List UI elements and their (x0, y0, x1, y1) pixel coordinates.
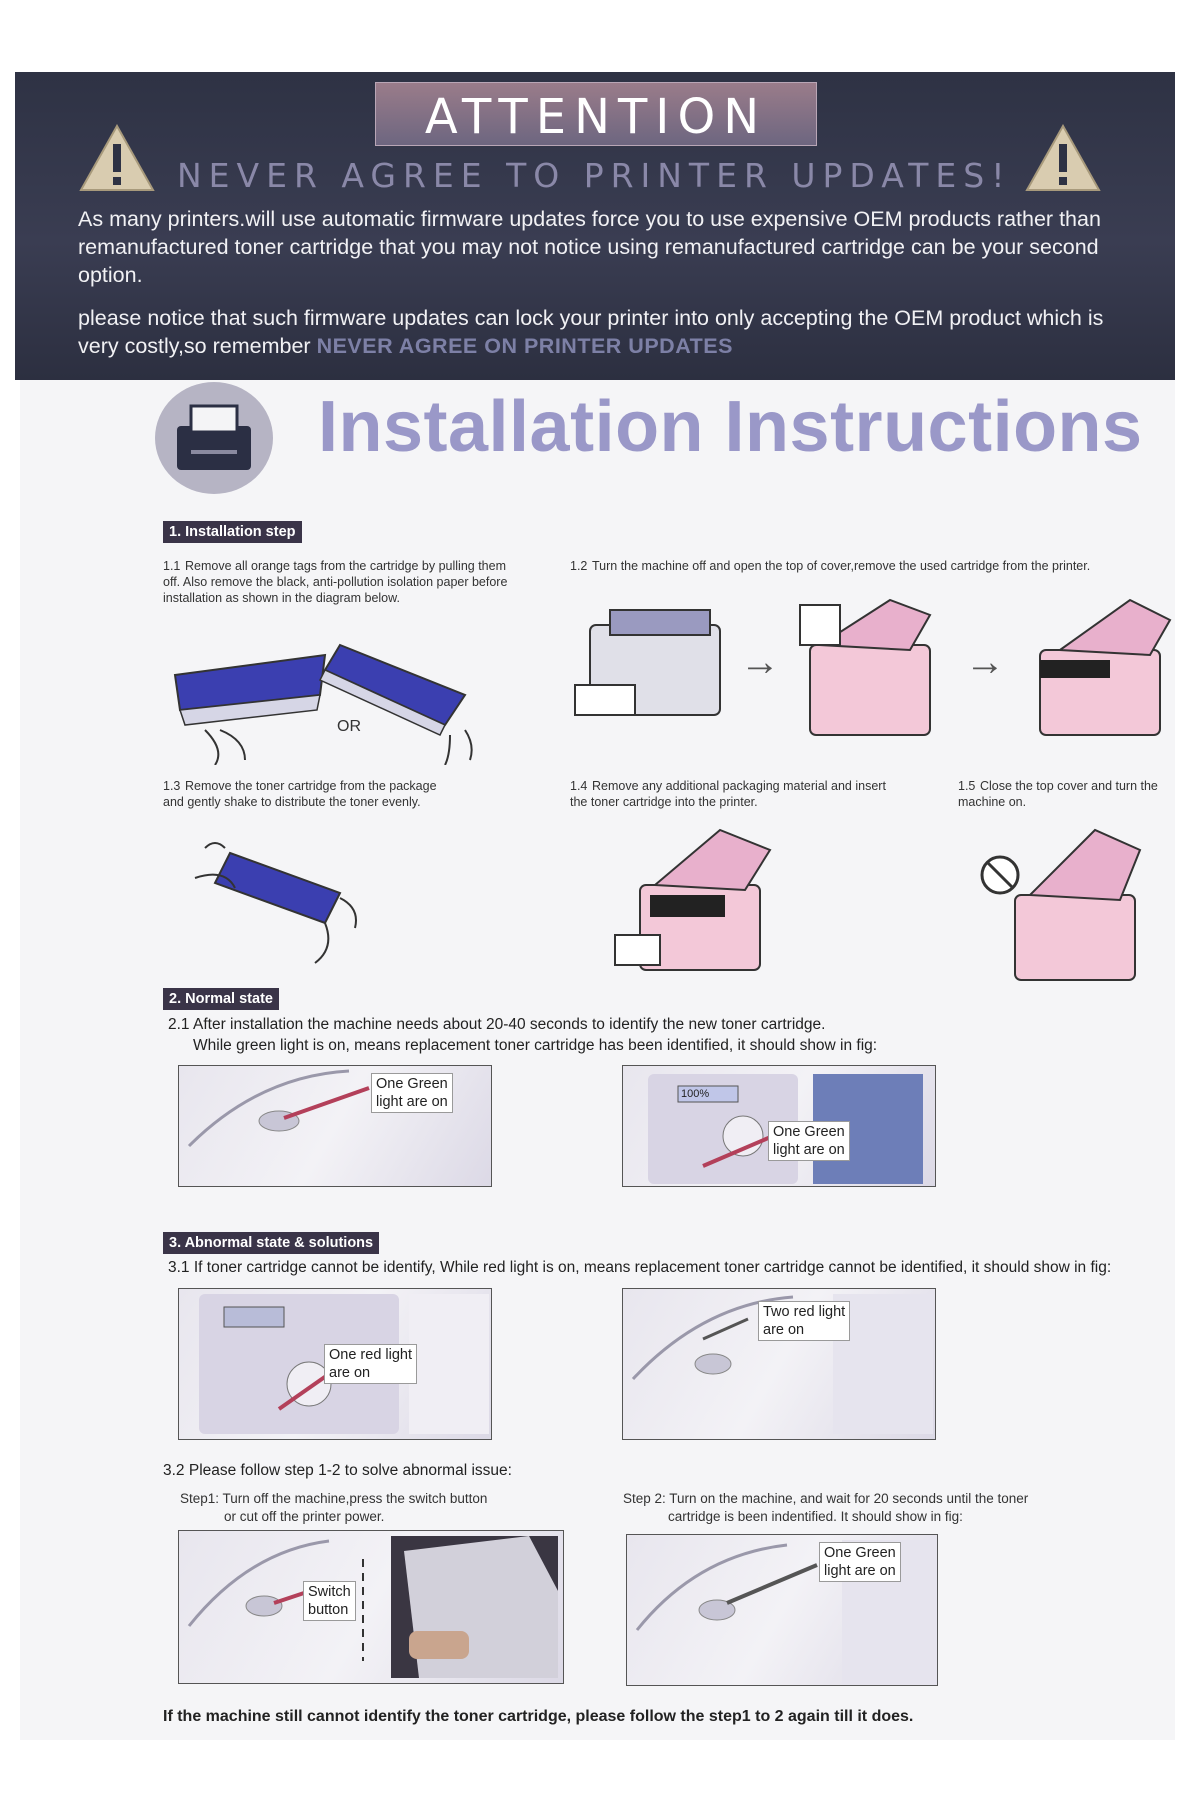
switch-button-callout: Switch button (303, 1581, 356, 1621)
warning-triangle-icon (79, 124, 155, 192)
step-1-3 (163, 778, 443, 810)
warning-triangle-icon (1025, 124, 1101, 192)
green-light-photo-1 (178, 1065, 492, 1187)
step-text: Turn the machine off and open the top of cover,remove the used cartridge from the printer. (592, 559, 1091, 573)
banner-highlight: NEVER AGREE ON PRINTER UPDATES (316, 334, 733, 358)
solution-step-1 (180, 1490, 487, 1526)
shake-cartridge-illustration (175, 838, 365, 968)
display-readout: 100% (681, 1088, 710, 1100)
banner-paragraph-2 (78, 304, 1138, 360)
section-heading-abnormal: 3. Abnormal state & solutions (163, 1232, 379, 1254)
solution-step-2 (623, 1490, 1028, 1526)
svg-text:→: → (965, 640, 1005, 684)
step-3-2: 3.2 Please follow step 1-2 to solve abnormal issue: (163, 1462, 512, 1479)
cartridge-tag-removal-illustration (165, 635, 485, 765)
step-number: 1.4 (570, 779, 588, 793)
attention-box (375, 82, 817, 146)
solution-step-1-line-1: Step1: Turn off the machine,press the switch button (180, 1491, 488, 1506)
svg-text:→: → (740, 640, 780, 684)
red-light-callout: One red light are on (324, 1344, 417, 1384)
red-light-callout: Two red light are on (758, 1301, 850, 1341)
step-1-2 (570, 558, 1170, 574)
step-text: Remove any additional packaging material and insert the toner cartridge into the printer. (570, 779, 886, 809)
step-text: Remove the toner cartridge from the package and gently shake to distribute the toner evenly. (163, 779, 437, 809)
attention-banner (15, 72, 1175, 380)
page-title: Installation Instructions (318, 387, 1143, 467)
or-label: OR (337, 718, 361, 735)
switch-button-photo (178, 1530, 564, 1684)
red-light-photo-2 (622, 1288, 936, 1440)
step-3-1: 3.1 If toner cartridge cannot be identify, While red light is on, means replacement toner cartridge cannot be identified, it should show in fig: (168, 1259, 1112, 1276)
step-number: 1.5 (958, 779, 976, 793)
attention-title: ATTENTION (424, 89, 768, 145)
step-text: Remove all orange tags from the cartridge by pulling them off. Also remove the black, anti-pollution isolation paper before installation as shown in the diagram below. (163, 559, 508, 605)
step-text: Close the top cover and turn the machine on. (958, 779, 1158, 809)
green-light-photo-3 (626, 1534, 938, 1686)
insert-cartridge-illustration (610, 825, 780, 975)
solution-step-1-line-2: or cut off the printer power. (224, 1509, 385, 1524)
banner-paragraph-1: As many printers.will use automatic firmware updates force you to use expensive OEM products rather than remanufactured toner cartridge that you may not notice using remanufactured cartridge can be your second option. (78, 207, 1101, 287)
step-1-5 (958, 778, 1173, 810)
close-cover-illustration (975, 825, 1145, 985)
never-agree-heading: NEVER AGREE TO PRINTER UPDATES! (177, 156, 1012, 195)
solution-step-2-line-1: Step 2: Turn on the machine, and wait for 20 seconds until the toner (623, 1491, 1029, 1506)
red-light-photo-1 (178, 1288, 492, 1440)
footer-note: If the machine still cannot identify the toner cartridge, please follow the step1 to 2 again till it does. (163, 1708, 914, 1725)
banner-paragraph-2-text: please notice that such firmware updates can lock your printer into only accepting the OEM product which is very costly,so remember (78, 306, 1104, 358)
step-1-4 (570, 778, 900, 810)
step-1-1 (163, 558, 523, 606)
solution-step-2-line-2: cartridge is been indentified. It should show in fig: (668, 1509, 963, 1524)
green-light-callout: One Green light are on (768, 1121, 850, 1161)
step-2-1: 2.1 After installation the machine needs about 20-40 seconds to identify the new toner cartridge. (168, 1016, 826, 1033)
printer-remove-cartridge-illustration (570, 595, 1175, 750)
green-light-callout: One Green light are on (819, 1542, 901, 1582)
green-light-callout: One Green light are on (371, 1073, 453, 1113)
step-number: 1.2 (570, 559, 588, 573)
section-heading-normal: 2. Normal state (163, 988, 279, 1010)
section-heading-installation: 1. Installation step (163, 521, 302, 543)
green-light-photo-2 (622, 1065, 936, 1187)
printer-logo-icon (155, 382, 273, 494)
step-number: 1.3 (163, 779, 181, 793)
step-number: 1.1 (163, 559, 181, 573)
step-2-1-detail: While green light is on, means replacement toner cartridge has been identified, it should show in fig: (193, 1037, 878, 1054)
